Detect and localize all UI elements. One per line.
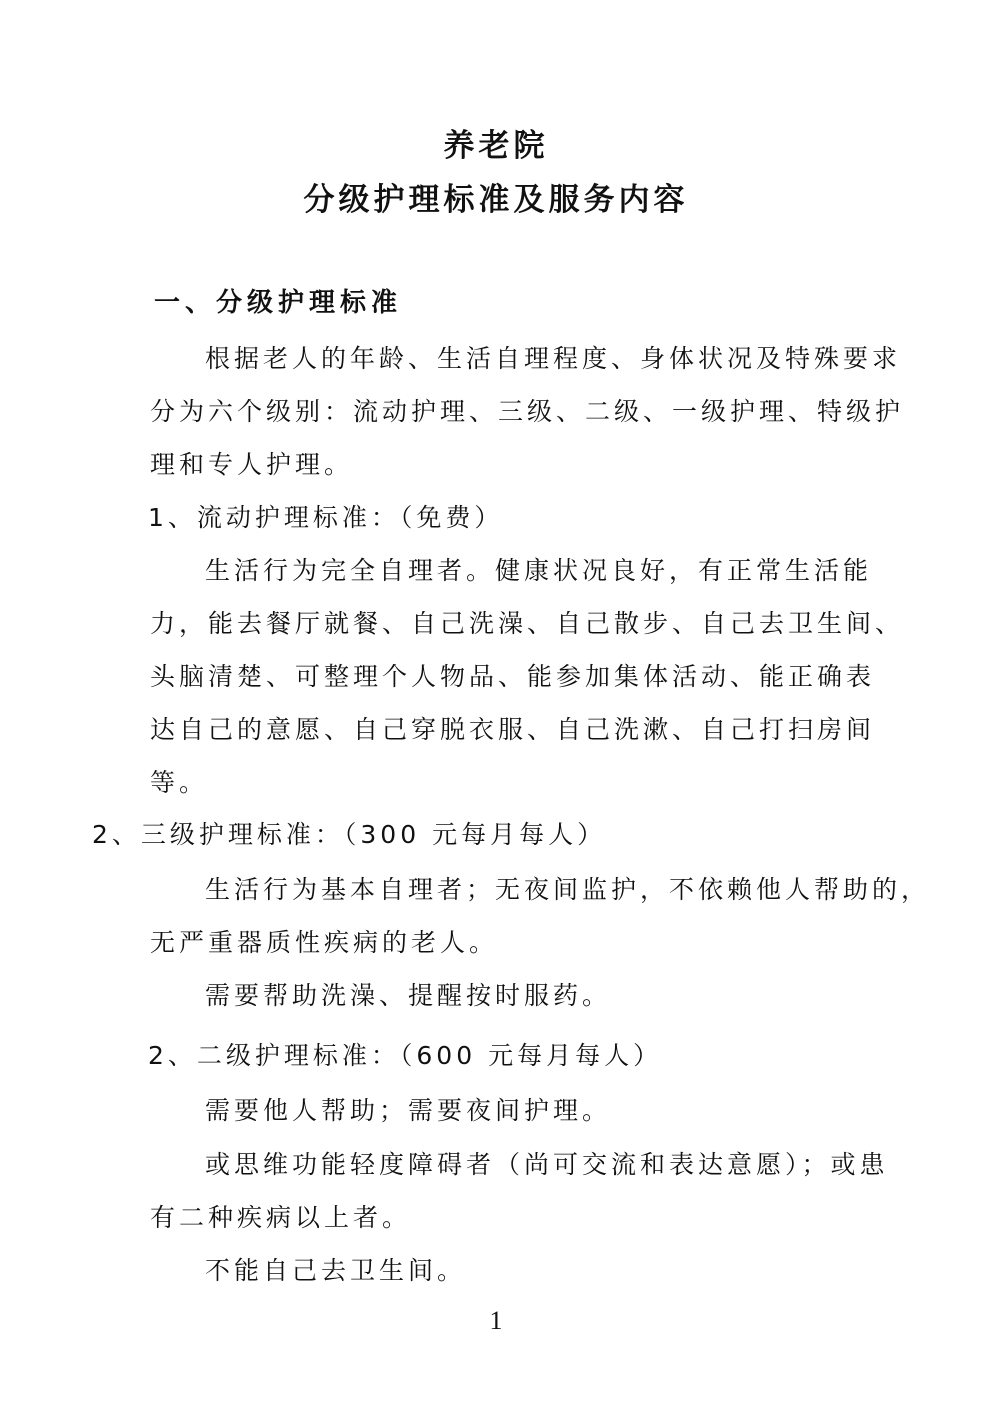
title-line-2: 分级护理标准及服务内容: [303, 182, 689, 218]
paragraph-line: 生活行为完全自理者。健康状况良好，有正常生活能: [205, 556, 873, 585]
paragraph-line: 等。: [150, 768, 209, 797]
section-heading: 一、分级护理标准: [154, 288, 403, 318]
subsection-heading: 2、二级护理标准：（600 元每月每人）: [148, 1041, 663, 1070]
paragraph-line: 理和专人护理。: [150, 450, 354, 479]
paragraph-line: 需要他人帮助；需要夜间护理。: [205, 1096, 612, 1125]
paragraph-line: 分为六个级别：流动护理、三级、二级、一级护理、特级护: [150, 397, 905, 426]
paragraph-line: 头脑清楚、可整理个人物品、能参加集体活动、能正确表: [150, 662, 876, 691]
paragraph-line: 达自己的意愿、自己穿脱衣服、自己洗漱、自己打扫房间: [150, 715, 876, 744]
subsection-heading: 1、流动护理标准：（免费）: [148, 503, 504, 532]
paragraph-line: 生活行为基本自理者；无夜间监护，不依赖他人帮助的，: [205, 875, 931, 904]
paragraph-line: 不能自己去卫生间。: [205, 1256, 467, 1285]
title-line-1: 养老院: [443, 128, 549, 164]
subsection-heading: 2、三级护理标准：（300 元每月每人）: [92, 820, 607, 849]
paragraph-line: 根据老人的年龄、生活自理程度、身体状况及特殊要求: [205, 344, 902, 373]
paragraph-line: 力，能去餐厅就餐、自己洗澡、自己散步、自己去卫生间、: [150, 609, 905, 638]
paragraph-line: 需要帮助洗澡、提醒按时服药。: [205, 981, 612, 1010]
paragraph-line: 或思维功能轻度障碍者（尚可交流和表达意愿）；或患: [205, 1150, 889, 1179]
paragraph-line: 无严重器质性疾病的老人。: [150, 928, 499, 957]
page-number: 1: [489, 1306, 503, 1335]
paragraph-line: 有二种疾病以上者。: [150, 1203, 412, 1232]
